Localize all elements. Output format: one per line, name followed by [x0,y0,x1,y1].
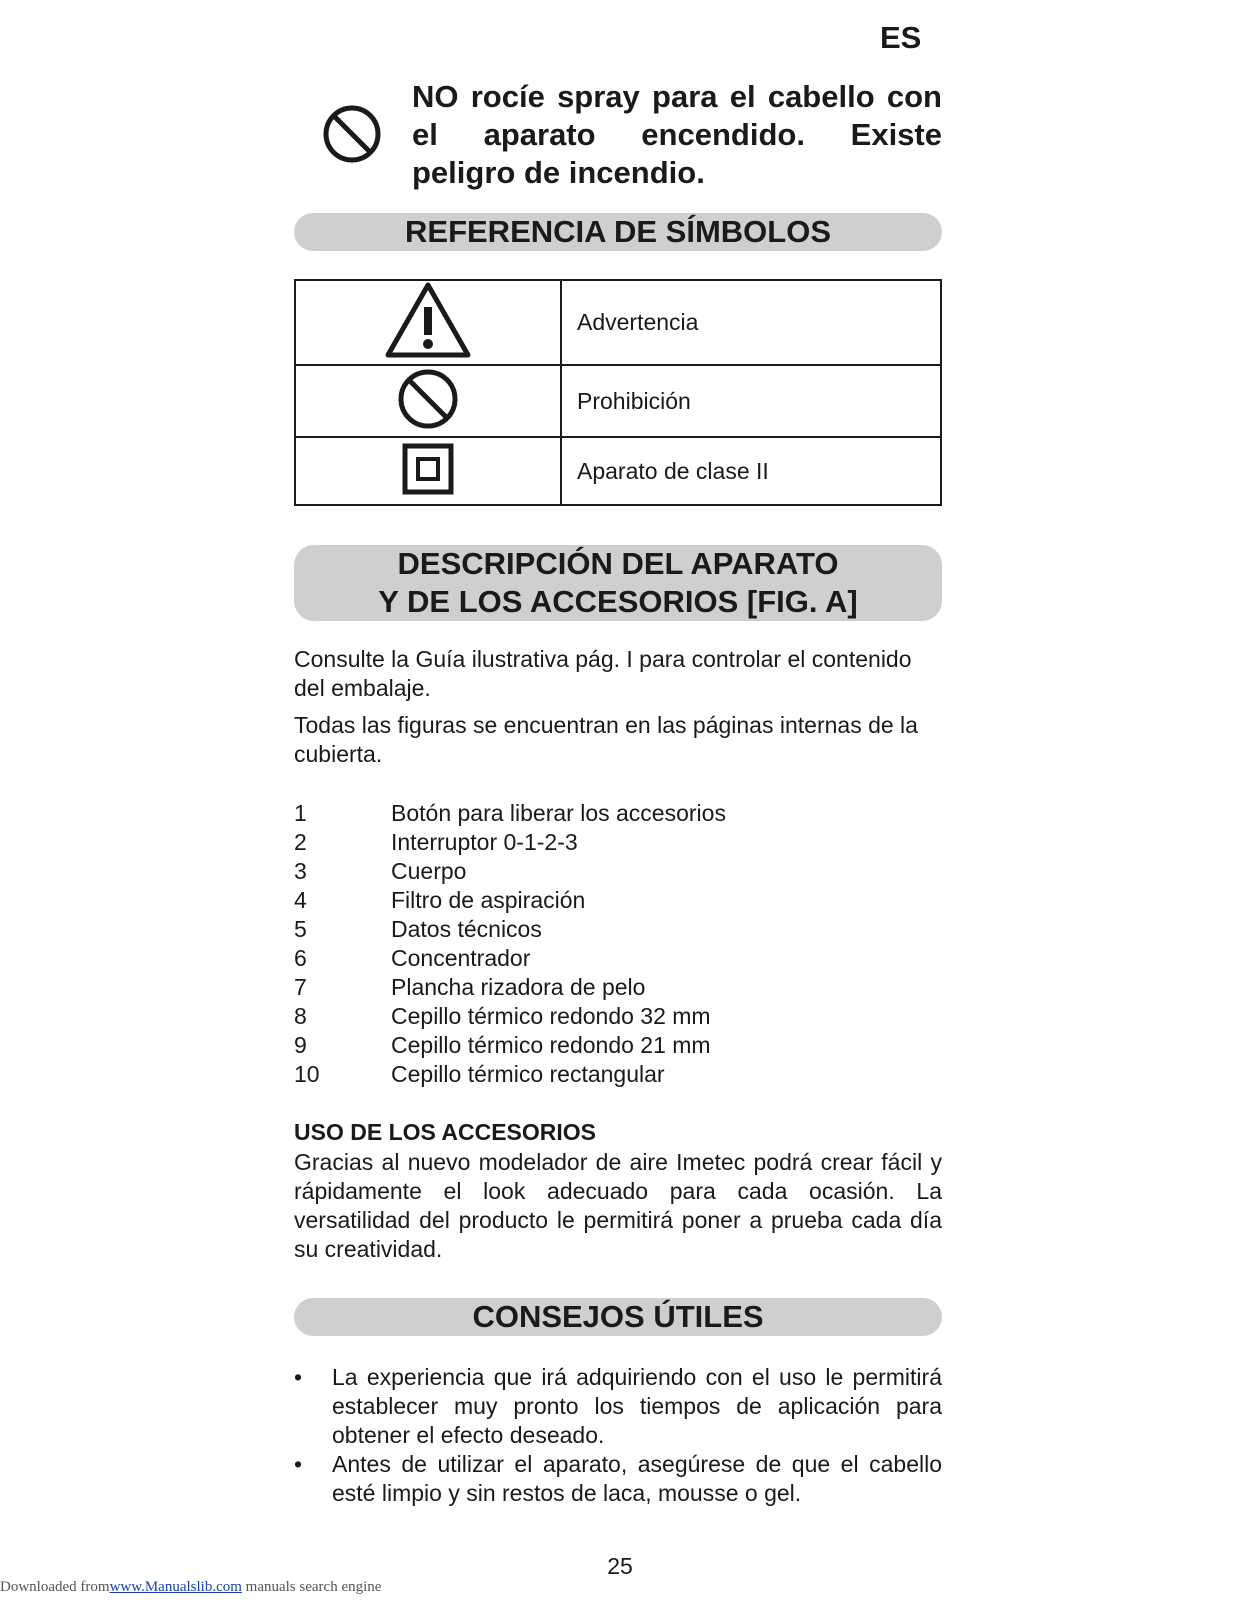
list-item: 6 Concentrador [294,945,531,971]
table-row [295,365,941,437]
section-title-tips: CONSEJOS ÚTILES [294,1298,942,1336]
bullet-icon: • [294,1364,303,1390]
symbol-label: Aparato de clase II [561,437,941,505]
uso-paragraph: Gracias al nuevo modelador de aire Imetec podrá crear fácil y rápidamente el look adecuado para cada ocasión. La versatilidad del producto le permitirá poner a prueba cada día su creatividad. [294,1149,942,1262]
table-row [295,280,941,365]
description-paragraph-1: Consulte la Guía ilustrativa pág. I para controlar el contenido del embalaje. [294,646,912,701]
prohibition-icon [322,104,382,164]
description-title-line2: Y DE LOS ACCESORIOS [FIG. A] [378,584,858,619]
symbol-label: Prohibición [561,365,941,437]
list-item: 5 Datos técnicos [294,916,542,942]
list-item: • Antes de utilizar el aparato, asegúrese de que el cabello esté limpio y sin restos de laca, mousse o gel. [294,1451,942,1506]
description-title-line1: DESCRIPCIÓN DEL APARATO [397,546,839,581]
list-item: 8 Cepillo térmico redondo 32 mm [294,1003,711,1029]
list-item: • La experiencia que irá adquiriendo con el uso le permitirá establecer muy pronto los tiempos de aplicación para obtener el efecto deseado. [294,1364,942,1448]
warning-triangle-icon [384,281,472,359]
table-row [295,437,941,505]
warning-text: NO rocíe spray para el cabello con el aparato encendido. Existe peligro de incendio. [412,79,942,190]
tips-list [294,1363,942,1508]
prohibition-icon [397,368,459,430]
list-item: 9 Cepillo térmico redondo 21 mm [294,1032,711,1058]
list-item: 7 Plancha rizadora de pelo [294,974,646,1000]
uso-heading: USO DE LOS ACCESORIOS [294,1119,597,1145]
manualslib-link[interactable]: www.Manualslib.com [109,1579,242,1595]
list-item: 10 Cepillo térmico rectangular [294,1061,665,1087]
page-number: 25 [607,1553,633,1579]
class-ii-icon [402,443,454,495]
symbols-table [294,279,942,506]
parts-list [294,799,942,1089]
list-item: 1 Botón para liberar los accesorios [294,800,726,826]
description-paragraph-2: Todas las figuras se encuentran en las páginas internas de la cubierta. [294,712,918,767]
symbol-label: Advertencia [561,280,941,365]
list-item: 3 Cuerpo [294,858,467,884]
download-footer: Downloaded fromwww.Manualslib.com manuals search engine [0,1579,382,1595]
list-item: 2 Interruptor 0-1-2-3 [294,829,578,855]
section-title-symbols: REFERENCIA DE SÍMBOLOS [294,213,942,251]
section-title-description [294,545,942,621]
language-code: ES [880,20,922,55]
bullet-icon: • [294,1451,303,1477]
list-item: 4 Filtro de aspiración [294,887,586,913]
